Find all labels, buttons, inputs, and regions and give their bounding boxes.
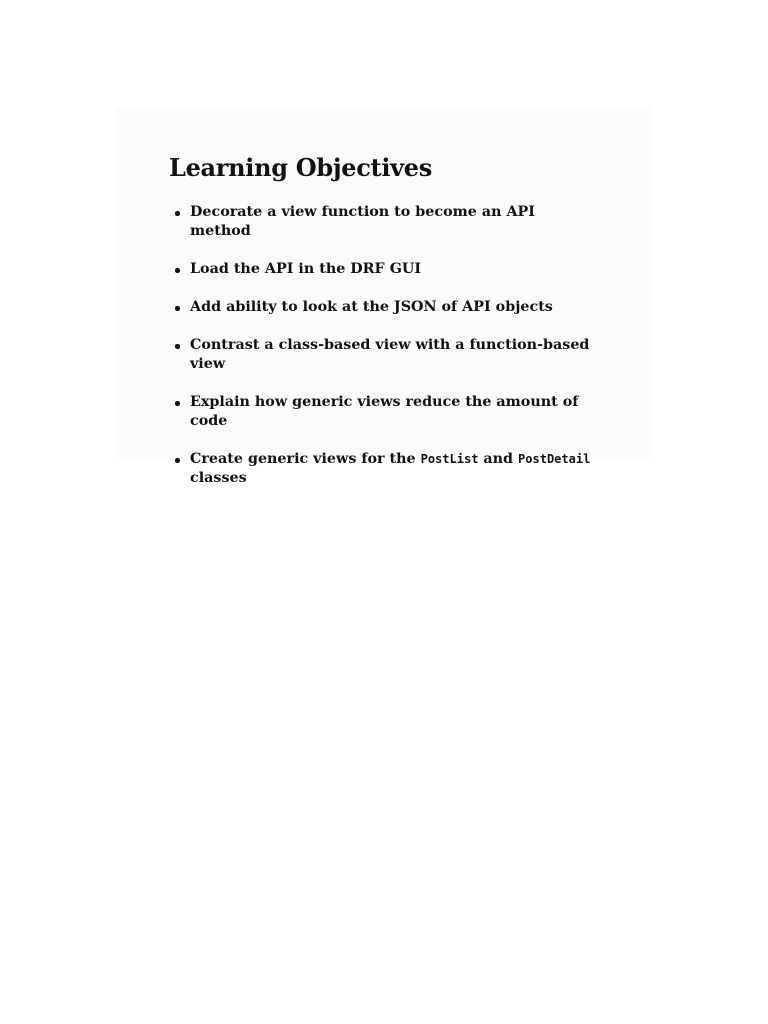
objective-item (169, 260, 599, 279)
objective-text: Explain how generic views reduce the amount of code (190, 394, 579, 429)
objective-item (169, 393, 599, 431)
objective-item (169, 298, 599, 317)
panel-title: Learning Objectives (169, 153, 432, 182)
objective-text-middle: and (478, 451, 519, 467)
learning-objectives-panel (116, 108, 651, 486)
objective-item (169, 336, 599, 374)
objective-item (169, 203, 599, 241)
code-postdetail: PostDetail (518, 452, 591, 466)
bullet-icon (175, 458, 180, 463)
bullet-icon (175, 211, 180, 216)
bullet-icon (175, 268, 180, 273)
code-postlist: PostList (420, 452, 479, 466)
objective-text: Decorate a view function to become an API method (190, 204, 535, 239)
bullet-icon (175, 306, 180, 311)
objective-text: Add ability to look at the JSON of API objects (190, 299, 553, 315)
objective-text-start: Create generic views for the (190, 451, 421, 467)
bullet-icon (175, 401, 180, 406)
objective-text: Load the API in the DRF GUI (190, 261, 422, 277)
objective-item (169, 450, 599, 488)
bullet-icon (175, 344, 180, 349)
objective-text-end: classes (190, 470, 247, 486)
objective-text: Contrast a class-based view with a function-based view (190, 337, 590, 372)
objectives-list (169, 203, 599, 507)
